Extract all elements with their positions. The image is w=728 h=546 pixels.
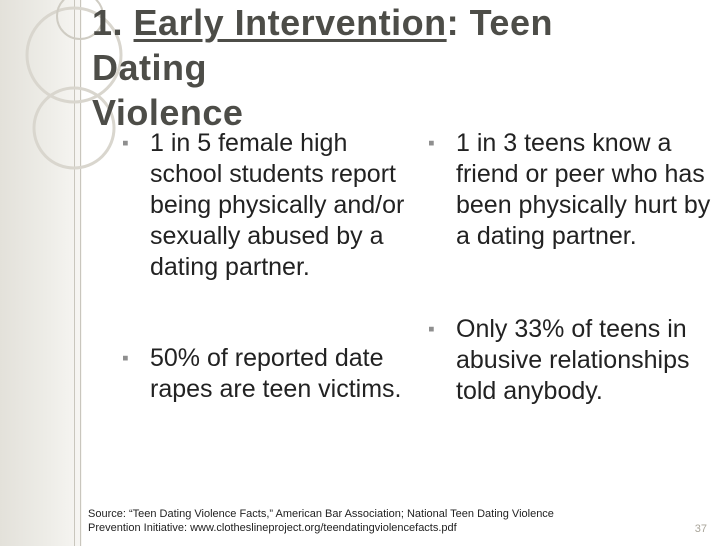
title-emphasis: Early Intervention: [133, 2, 447, 43]
title-prefix: 1.: [92, 2, 134, 43]
bullet-text: 50% of reported date rapes are teen victims.: [150, 344, 402, 403]
bullet-text: 1 in 3 teens know a friend or peer who has been physically hurt by a dating partner.: [456, 129, 711, 250]
title-line1-rest: : Teen: [446, 2, 553, 43]
square-bullet-icon: ▪: [428, 319, 435, 340]
square-bullet-icon: ▪: [122, 348, 129, 369]
slide-title: [92, 0, 712, 135]
bullet-text: Only 33% of teens in abusive relationships told anybody.: [456, 315, 690, 405]
square-bullet-icon: ▪: [122, 133, 129, 154]
title-line2: Dating: [92, 47, 207, 88]
page-number: 37: [694, 523, 707, 535]
right-bullet-column: [428, 128, 718, 407]
source-citation: Source: “Teen Dating Violence Facts,” American Bar Association; National Teen Dating Violence Prevention Initiative: www.clotheslineproject.org/teendatingviolencefacts.pdf: [88, 508, 554, 534]
title-line3: Violence: [92, 92, 244, 133]
left-bullet-column: [122, 128, 412, 405]
square-bullet-icon: ▪: [428, 133, 435, 154]
bullet-item: [122, 128, 412, 283]
bullet-item: [428, 128, 718, 252]
bullet-text: 1 in 5 female high school students report being physically and/or sexually abused by a dating partner.: [150, 129, 405, 281]
bullet-item: [122, 343, 412, 405]
bullet-item: [428, 314, 718, 407]
